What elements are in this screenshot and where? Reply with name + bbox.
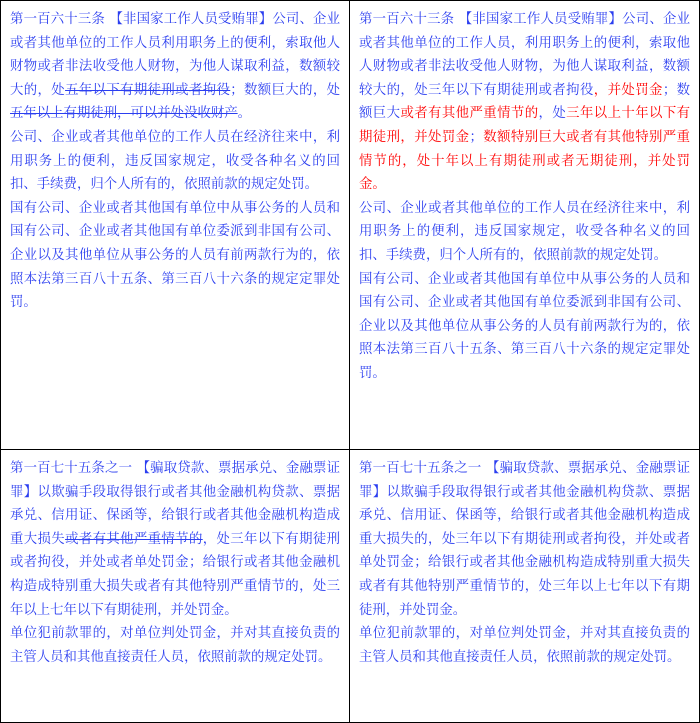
inserted-text: 或者有其他严重情节的: [400, 106, 539, 122]
article-163-old-body: [10, 8, 340, 315]
body-text: 。: [237, 106, 252, 122]
body-text: 公司、企业或者其他单位的工作人员在经济往来中，利用职务上的便利，违反国家规定，收受各种名义的回扣、手续费，归个人所有的，依照前款的规定处罚。: [10, 129, 340, 193]
table-row: [1, 1, 699, 449]
article-title: 【非国家工作人员受贿罪】: [109, 12, 273, 27]
article-title: 【骗取贷款、票据承兑、金融票证罪】: [10, 461, 341, 500]
body-text: ；数额巨大: [359, 82, 691, 122]
article-paragraph: [359, 197, 690, 268]
article-163-new-version-cell: [350, 1, 699, 449]
inserted-text: 三年以上十年以下有期徒刑，并处罚金: [359, 106, 691, 145]
article-number: 第一百六十三条: [10, 12, 106, 27]
article-175-1-new-version-cell: [350, 450, 699, 722]
article-paragraph: [359, 8, 690, 197]
body-text: ，处: [538, 106, 567, 122]
deleted-text: 五年以下有期徒刑或者拘役: [65, 82, 231, 98]
body-text: 三年以下有期徒刑或者拘役: [428, 82, 594, 98]
article-paragraph: [10, 8, 340, 126]
body-text: 公司、企业或者其他单位的工作人员在经济往来中，利用职务上的便利，违反国家规定，收受各种名义的回扣、手续费，归个人所有的，依照前款的规定处罚。: [359, 200, 690, 263]
body-text: ；: [469, 129, 483, 145]
body-text: 国有公司、企业或者其他国有单位中从事公务的人员和国有公司、企业或者其他国有单位委派到非国有公司、企业以及其他单位从事公务的人员有前两款行为的，依照本法第三百八十五条、第三百八十六条的规定定罪处罚。: [359, 271, 690, 381]
article-paragraph: [359, 622, 690, 669]
article-175-1-old-version-cell: [1, 450, 350, 722]
article-paragraph: [10, 197, 340, 315]
article-number: 第一百七十五条之一: [359, 461, 482, 476]
inserted-text: 数额特别巨大或者有其他特别严重情节的，处十年以上有期徒刑或者无期徒刑，并处罚金。: [359, 129, 691, 193]
article-paragraph: [10, 457, 340, 622]
article-175-1-old-body: [10, 457, 340, 669]
article-title: 【骗取贷款、票据承兑、金融票证罪】: [359, 461, 691, 500]
deleted-text: 或者有其他严重情节的: [65, 531, 203, 547]
article-163-old-version-cell: [1, 1, 350, 449]
body-text: 单位犯前款罪的，对单位判处罚金，并对其直接负责的主管人员和其他直接责任人员，依照前款的规定处罚。: [10, 626, 340, 665]
body-text: ，处三年以下有期徒刑或者拘役，并处或者单处罚金；给银行或者其他金融机构造成特别重大损失或者有其他特别严重情节的，处三年以上七年以下有期徒刑，并处罚金。: [10, 531, 340, 618]
body-text: 以欺骗手段取得银行或者其他金融机构贷款、票据承兑、信用证、保函等，给银行或者其他金融机构造成重大损失: [10, 484, 340, 547]
body-text: 公司、企业或者其他单位的工作人员，利用职务上的便利，索取他人财物或者非法收受他人财物，为他人谋取利益，数额较大的，处: [359, 12, 691, 98]
article-paragraph: [10, 622, 340, 669]
article-title: 【非国家工作人员受贿罪】: [458, 12, 623, 27]
article-163-new-body: [359, 8, 690, 386]
inserted-text: ，并处罚金: [593, 82, 663, 98]
article-number: 第一百七十五条之一: [10, 461, 133, 476]
body-text: 国有公司、企业或者其他国有单位中从事公务的人员和国有公司、企业或者其他国有单位委派到非国有公司、企业以及其他单位从事公务的人员有前两款行为的，依照本法第三百八十五条、第三百八十六条的规定定罪处罚。: [10, 200, 340, 311]
article-paragraph: [10, 126, 340, 197]
article-number: 第一百六十三条: [359, 12, 455, 27]
body-text: 公司、企业或者其他单位的工作人员利用职务上的便利，索取他人财物或者非法收受他人财物，为他人谋取利益，数额较大的，处: [10, 12, 341, 98]
article-175-1-new-body: [359, 457, 690, 669]
article-paragraph: [359, 457, 690, 622]
article-paragraph: [359, 268, 690, 386]
body-text: 单位犯前款罪的，对单位判处罚金，并对其直接负责的主管人员和其他直接责任人员，依照前款的规定处罚。: [359, 626, 690, 665]
body-text: ；数额巨大的，处: [230, 82, 340, 98]
table-row: [1, 449, 699, 722]
deleted-text: 五年以上有期徒刑，: [10, 106, 131, 122]
deleted-text: 可以并处没收财产: [130, 106, 238, 122]
body-text: 以欺骗手段取得银行或者其他金融机构贷款、票据承兑、信用证、保函等，给银行或者其他金融机构造成重大损失的，处三年以下有期徒刑或者拘役，并处或者单处罚金；给银行或者其他金融机构造成特别重大损失或者有其他特别严重情节的，处三年以上七年以下有期徒刑，并处罚金。: [359, 484, 691, 618]
